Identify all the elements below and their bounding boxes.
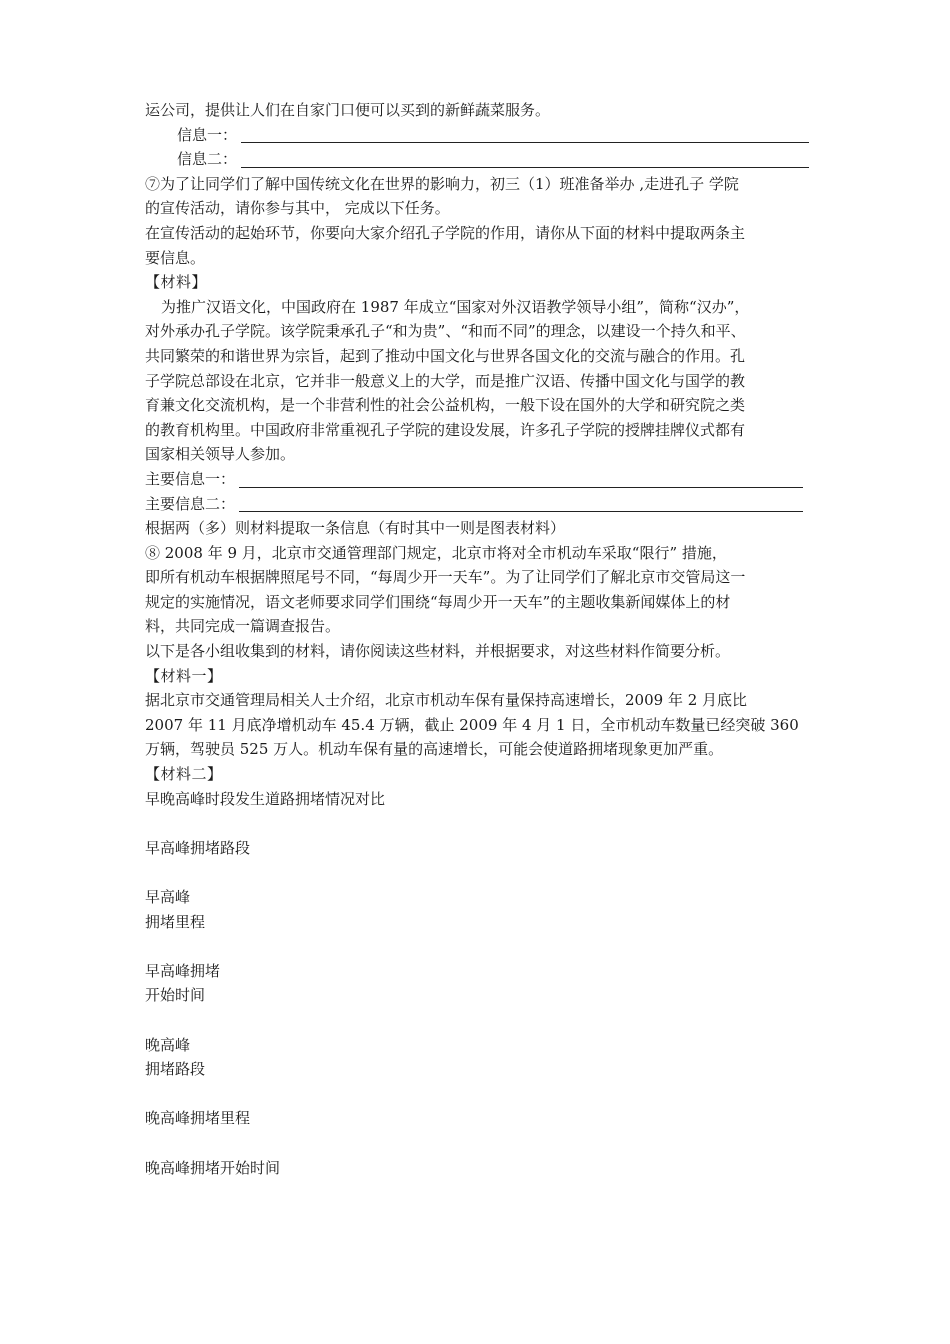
material-line: 育兼文化交流机构，是一个非营利性的社会公益机构，一般下设在国外的大学和研究院之类: [145, 396, 746, 415]
material-heading: 【材料】: [145, 273, 208, 292]
question-7-line: 在宣传活动的起始环节，你要向大家介绍孔子学院的作用，请你从下面的材料中提取两条主: [145, 223, 746, 242]
table-header-cell: 开始时间: [145, 986, 206, 1005]
main-info-one-row: [145, 467, 809, 492]
material-one-line: 2007 年 11 月底净增机动车 45.4 万辆，截止 2009 年 4 月 1 日，全市机动车数量已经突破 360: [145, 715, 799, 734]
material-line: 对外承办孔子学院。该学院秉承孔子“和为贵”、“和而不同”的理念，以建设一个持久和平、: [145, 322, 746, 341]
section-heading: 根据两（多）则材料提取一条信息（有时其中一则是图表材料）: [145, 519, 566, 538]
table-header-cell: 晚高峰拥堵里程: [145, 1109, 251, 1128]
main-info-one-blank[interactable]: [239, 471, 803, 488]
info-two-row: [145, 147, 809, 172]
main-info-two-blank[interactable]: [239, 495, 803, 512]
table-header-cell: 晚高峰拥堵开始时间: [145, 1158, 281, 1177]
material-line: 共同繁荣的和谐世界为宗旨，起到了推动中国文化与世界各国文化的交流与融合的作用。孔: [145, 346, 746, 365]
info-two-blank[interactable]: [241, 151, 809, 168]
main-info-two-label: 主要信息二：: [145, 494, 236, 513]
material-one-heading: 【材料一】: [145, 666, 223, 685]
material-line: 国家相关领导人参加。: [145, 445, 296, 464]
question-8-line: 即所有机动车根据牌照尾号不同，“每周少开一天车”。为了让同学们了解北京市交管局这一: [145, 568, 746, 587]
info-one-row: [145, 123, 809, 148]
table-title: 早晚高峰时段发生道路拥堵情况对比: [145, 789, 386, 808]
table-header-cell: 拥堵路段: [145, 1060, 206, 1079]
table-header-cell: 早高峰拥堵路段: [145, 838, 251, 857]
material-two-heading: 【材料二】: [145, 765, 223, 784]
material-one-line: 据北京市交通管理局相关人士介绍，北京市机动车保有量保持高速增长，2009 年 2 月底比: [145, 691, 748, 710]
info-one-blank[interactable]: [241, 126, 809, 143]
question-7-line: ⑦为了让同学们了解中国传统文化在世界的影响力，初三（1）班准备举办 ,走进孔子 学院: [145, 174, 739, 193]
info-two-label: 信息二：: [177, 150, 238, 169]
material-line: 为推广汉语文化，中国政府在 1987 年成立“国家对外汉语教学领导小组”，简称“汉办”，: [161, 297, 750, 316]
material-one-line: 万辆，驾驶员 525 万人。机动车保有量的高速增长，可能会使道路拥堵现象更加严重。: [145, 740, 724, 759]
question-7-line: 要信息。: [145, 248, 206, 267]
question-8-line: 料，共同完成一篇调查报告。: [145, 617, 341, 636]
info-one-label: 信息一：: [177, 125, 238, 144]
question-8-line: 规定的实施情况，语文老师要求同学们围绕“每周少开一天车”的主题收集新闻媒体上的材: [145, 592, 731, 611]
table-header-cell: 晚高峰: [145, 1035, 191, 1054]
question-7-line: 的宣传活动，请你参与其中， 完成以下任务。: [145, 199, 450, 218]
main-info-one-label: 主要信息一：: [145, 469, 236, 488]
text-line: 运公司，提供让人们在自家门口便可以买到的新鲜蔬菜服务。: [145, 101, 551, 119]
table-header-cell: 拥堵里程: [145, 912, 206, 931]
document-page: [145, 98, 809, 1180]
question-8-line: ⑧ 2008 年 9 月，北京市交通管理部门规定，北京市将对全市机动车采取“限行” 措施，: [145, 543, 727, 562]
material-line: 子学院总部设在北京，它并非一般意义上的大学，而是推广汉语、传播中国文化与国学的教: [145, 371, 746, 390]
table-header-cell: 早高峰: [145, 888, 191, 906]
table-header-cell: 早高峰拥堵: [145, 961, 221, 980]
question-8-line: 以下是各小组收集到的材料，请你阅读这些材料，并根据要求，对这些材料作简要分析。: [145, 642, 731, 661]
material-line: 的教育机构里。中国政府非常重视孔子学院的建设发展，许多孔子学院的授牌挂牌仪式都有: [145, 420, 746, 439]
main-info-two-row: [145, 492, 809, 517]
